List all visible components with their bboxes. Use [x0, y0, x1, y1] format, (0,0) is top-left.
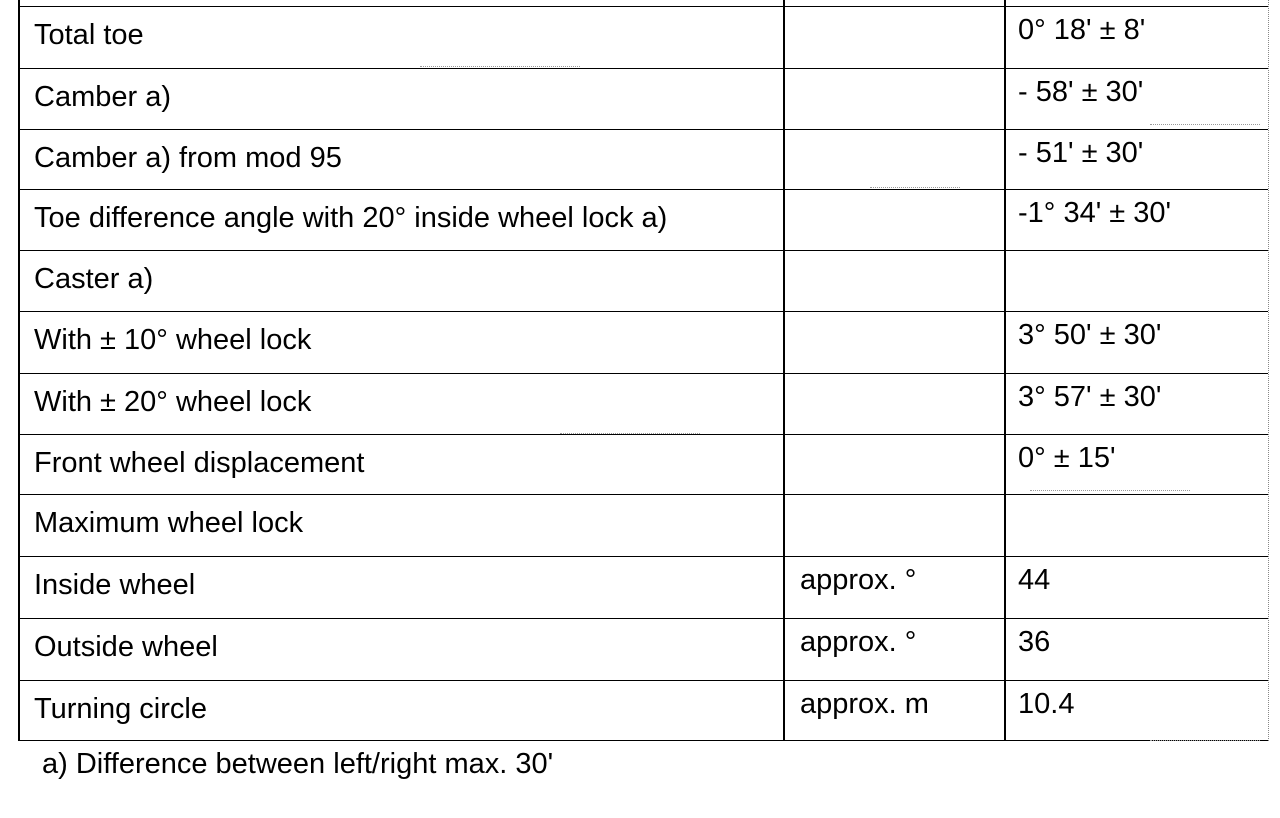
value-cell: - 58' ± 30' — [1018, 76, 1144, 108]
scan-speckle — [1150, 740, 1260, 741]
footnote: a) Difference between left/right max. 30' — [42, 748, 554, 780]
table-row — [18, 680, 1272, 742]
wheel-alignment-spec-table — [18, 0, 1272, 741]
table-row — [18, 556, 1272, 618]
parameter-cell: Inside wheel — [34, 569, 196, 601]
table-row — [18, 68, 1272, 130]
table-row — [18, 373, 1272, 435]
value-cell: -1° 34' ± 30' — [1018, 197, 1172, 229]
parameter-cell: Total toe — [34, 19, 144, 51]
value-cell: - 51' ± 30' — [1018, 137, 1144, 169]
value-cell: 10.4 — [1018, 688, 1075, 720]
parameter-cell: Camber a) from mod 95 — [34, 142, 342, 174]
unit-cell: approx. ° — [800, 564, 917, 596]
value-cell: 3° 50' ± 30' — [1018, 319, 1162, 351]
table-row — [18, 129, 1272, 191]
parameter-cell: Toe difference angle with 20° inside wheel lock a) — [34, 202, 668, 234]
value-cell: 0° 18' ± 8' — [1018, 14, 1146, 46]
parameter-cell: Maximum wheel lock — [34, 507, 304, 539]
parameter-cell: Caster a) — [34, 263, 154, 295]
parameter-cell: Camber a) — [34, 81, 171, 113]
parameter-cell: With ± 10° wheel lock — [34, 324, 312, 356]
value-cell: 3° 57' ± 30' — [1018, 381, 1162, 413]
value-cell: 36 — [1018, 626, 1051, 658]
scan-speckle — [870, 187, 960, 188]
parameter-cell: Turning circle — [34, 693, 207, 725]
value-cell: 44 — [1018, 564, 1051, 596]
unit-cell: approx. ° — [800, 626, 917, 658]
value-cell: 0° ± 15' — [1018, 442, 1116, 474]
table-row — [18, 434, 1272, 496]
scan-speckle — [560, 433, 700, 434]
table-row — [18, 618, 1272, 680]
table-row — [18, 6, 1272, 68]
table-row — [18, 189, 1272, 251]
table-row — [18, 250, 1272, 312]
scan-speckle — [1150, 124, 1260, 125]
scan-speckle — [420, 66, 580, 67]
parameter-cell: Front wheel displacement — [34, 447, 365, 479]
table-row — [18, 494, 1272, 556]
parameter-cell: Outside wheel — [34, 631, 218, 663]
table-row — [18, 311, 1272, 373]
parameter-cell: With ± 20° wheel lock — [34, 386, 312, 418]
scan-speckle — [1030, 490, 1190, 491]
unit-cell: approx. m — [800, 688, 929, 720]
